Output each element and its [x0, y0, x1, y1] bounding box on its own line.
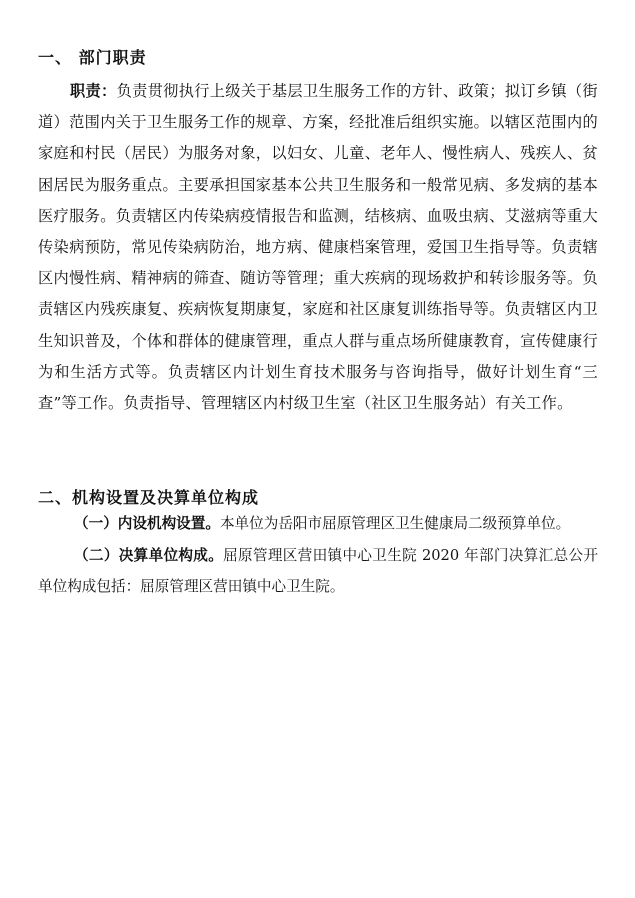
item-1-label: （一）内设机构设置。 [74, 515, 220, 532]
section-2-heading: 二、机构设置及决算单位构成 [38, 488, 260, 507]
section-1-paragraph [38, 76, 598, 419]
section-2-item-1 [38, 508, 598, 539]
duties-label: 职责： [70, 82, 117, 100]
item-1-body: 本单位为岳阳市屈原管理区卫生健康局二级预算单位。 [219, 515, 571, 532]
section-1-heading: 一、 部门职责 [38, 48, 147, 67]
item-2-label: （二）决算单位构成。 [74, 547, 224, 564]
item-2-body: 屈原管理区营田镇中心卫生院 2020 年部门决算汇总公开单位构成包括：屈原管理区营田镇中心卫生院。 [38, 547, 598, 595]
duties-body: 负责贯彻执行上级关于基层卫生服务工作的方针、政策；拟订乡镇（街道）范围内关于卫生服务工作的规章、方案，经批准后组织实施。以辖区范围内的家庭和村民（居民）为服务对象，以妇女、儿童、老年人、慢性病人、残疾人、贫困居民为服务重点。主要承担国家基本公共卫生服务和一般常见病、多发病的基本医疗服务。负责辖区内传染病疫情报告和监测，结核病、血吸虫病、艾滋病等重大传染病预防，常见传染病防治，地方病、健康档案管理，爱国卫生指导等。负责辖区内慢性病、精神病的筛查、随访等管理；重大疾病的现场救护和转诊服务等。负责辖区内残疾康复、疾病恢复期康复，家庭和社区康复训练指导等。负责辖区内卫生知识普及，个体和群体的健康管理，重点人群与重点场所健康教育，宣传健康行为和生活方式等。负责辖区内计划生育技术服务与咨询指导，做好计划生育“三查”等工作。负责指导、管理辖区内村级卫生室（社区卫生服务站）有关工作。 [38, 82, 598, 413]
section-2-item-2 [38, 540, 598, 602]
